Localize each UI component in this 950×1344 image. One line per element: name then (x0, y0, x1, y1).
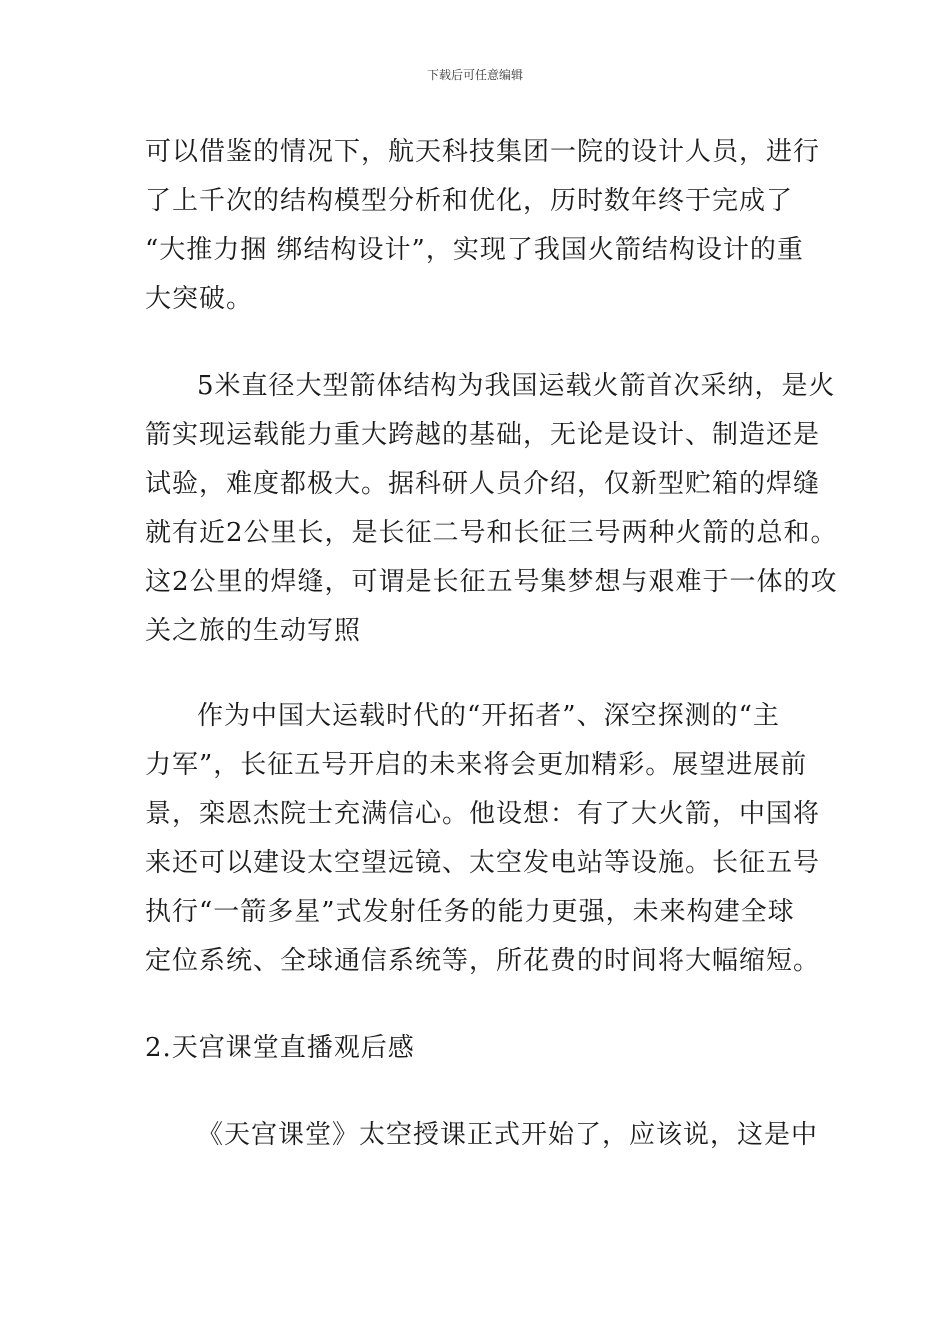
page-header: 下载后可任意编辑 (426, 68, 523, 82)
paragraph-line: 来还可以建设太空望远镜、太空发电站等设施。长征五号 (145, 848, 821, 878)
paragraph-5 (145, 1111, 819, 1160)
paragraph-line: “大推力捆 绑结构设计”，实现了我国火箭结构设计的重 (145, 235, 804, 265)
paragraph-line: 关之旅的生动写照 (145, 616, 362, 646)
paragraph-line: 力军”，长征五号开启的未来将会更加精彩。展望进展前 (145, 750, 808, 780)
paragraph-line: 箭实现运载能力重大跨越的基础，无论是设计、制造还是 (145, 420, 821, 450)
paragraph-line: 试验，难度都极大。据科研人员介绍，仅新型贮箱的焊缝 (145, 469, 821, 499)
section-heading (145, 1024, 807, 1073)
paragraph-1 (145, 128, 821, 324)
paragraph-3 (145, 692, 821, 986)
paragraph-line: 了上千次的结构模型分析和优化，历时数年终于完成了 (145, 186, 794, 216)
paragraph-line: 可以借鉴的情况下，航天科技集团一院的设计人员，进行 (145, 137, 821, 167)
paragraph-2 (145, 362, 838, 656)
document-body (145, 128, 838, 1160)
paragraph-line: 执行“一箭多星”式发射任务的能力更强，未来构建全球 (145, 897, 795, 927)
paragraph-line: 景，栾恩杰院士充满信心。他设想：有了大火箭，中国将 (145, 799, 821, 829)
paragraph-line: 大突破。 (145, 284, 254, 314)
paragraph-line: 《天宫课堂》太空授课正式开始了，应该说，这是中 (197, 1120, 819, 1150)
heading-text: 2.天宫课堂直播观后感 (145, 1033, 415, 1063)
paragraph-line: 这2公里的焊缝，可谓是长征五号集梦想与艰难于一体的攻 (145, 567, 838, 597)
paragraph-line: 5米直径大型箭体结构为我国运载火箭首次采纳，是火 (197, 371, 836, 401)
paragraph-line: 就有近2公里长，是长征二号和长征三号两种火箭的总和。 (145, 518, 838, 548)
paragraph-line: 作为中国大运载时代的“开拓者”、深空探测的“主 (197, 701, 780, 731)
paragraph-line: 定位系统、全球通信系统等，所花费的时间将大幅缩短。 (145, 946, 821, 976)
